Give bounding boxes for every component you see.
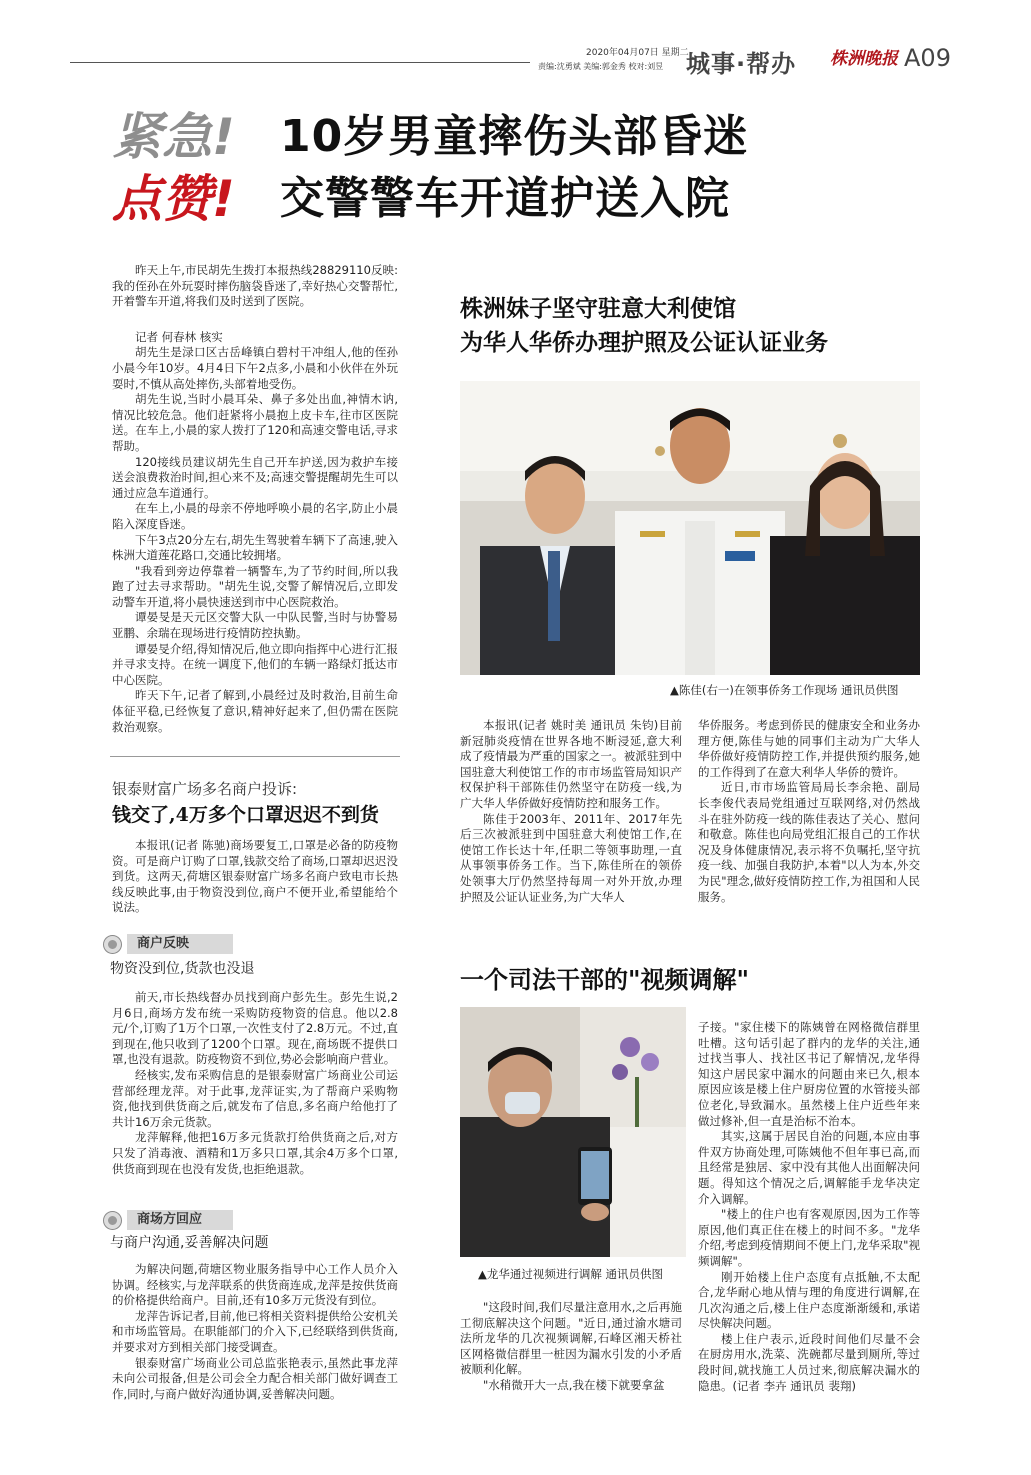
- byline: 记者 何春林 核实: [135, 329, 223, 344]
- tag-label: 商户反映: [127, 934, 233, 954]
- editor-credits: 责编:沈勇斌 美编:郭金秀 校对:刘昱: [538, 62, 664, 71]
- italy-story-title-2: 为华人华侨办理护照及公证认证业务: [460, 329, 828, 356]
- article-paragraph: 龙萍解释,他把16万多元货款打给供货商之后,对方只发了消毒液、酒精和1万多只口罩,其余4万多个口罩,供货商到现在也没有发货,也拒绝退款。: [112, 1130, 398, 1176]
- article-paragraph: 子接。"家住楼下的陈姨曾在网格微信群里吐槽。这句话引起了群内的龙华的关注,通过找当事人、找社区书记了解情况,龙华得知这户居民家中漏水的问题由来已久,根本原因应该是楼上住户厨房位置的水管接头部位老化,导致漏水。虽然楼上住户近些年来做过修补,但一直是治标不治本。: [698, 1020, 920, 1128]
- article-paragraph: 刚开始楼上住户态度有点抵触,不太配合,龙华耐心地从情与理的角度进行调解,在几次沟通之后,楼上住户态度渐渐缓和,承诺尽快解决问题。: [698, 1269, 920, 1331]
- article-paragraph: 昨天上午,市民胡先生拨打本报热线28829110反映:我的侄孙在外玩耍时摔伤脑袋昏迷了,幸好热心交警帮忙,开着警车开道,将我们及时送到了医院。: [112, 263, 398, 309]
- video-mediation-illustration: [460, 1007, 686, 1257]
- judge-story-col-2: [698, 1020, 920, 1394]
- bullet-icon: [104, 1212, 121, 1229]
- article-paragraph: 近日,市市场监管局局长李余艳、副局长李俊代表局党组通过互联网络,对仍然战斗在驻外防疫一线的陈佳表达了关心、慰问和敬意。陈佳也向局党组汇报自己的工作状况及身体健康情况,表示将不负嘱托,坚守抗疫一线、加强自我防护,本着"以人为本,外交为民"理念,做好疫情防控工作,为祖国和人民服务。: [698, 780, 920, 904]
- judge-story-col-1: [460, 1300, 682, 1394]
- article-paragraph: 本报讯(记者 陈驰)商场要复工,口罩是必备的防疫物资。可是商户订购了口罩,钱款交给了商场,口罩却迟迟没到货。这两天,荷塘区银泰财富广场多名商户致电市长热线反映此事,由于物资没到位,商户不便开业,希望能给个说法。: [112, 838, 398, 915]
- main-headline-2: 交警警车开道护送入院: [280, 173, 730, 224]
- tag-label: 商场方回应: [127, 1210, 233, 1230]
- article-paragraph: 其实,这属于居民自治的问题,本应由事件双方协商处理,可陈姨他不但年事已高,而且经常是独居、家中没有其他人出面解决问题。得知这个情况之后,调解能手龙华决定介入调解。: [698, 1129, 920, 1206]
- article-paragraph: 胡先生说,当时小晨耳朵、鼻子多处出血,神情木讷,情况比较危急。他们赶紧将小晨抱上皮卡车,往市区医院送。在车上,小晨的家人拨打了120和高速交警电话,寻求帮助。: [112, 392, 398, 453]
- urgent-label: 紧急!: [112, 108, 235, 166]
- italy-story-col-1: [460, 718, 682, 905]
- article-paragraph: 胡先生是渌口区古岳峰镇白碧村干冲组人,他的侄孙小晨今年10岁。4月4日下午2点多,小晨和小伙伴在外玩耍时,不慎从高处摔伤,头部着地受伤。: [112, 345, 398, 391]
- article-paragraph: 前天,市长热线督办员找到商户彭先生。彭先生说,2月6日,商场方发布统一采购防疫物资的信息。他以2.8元/个,订购了1万个口罩,一次性支付了2.8万元。不过,直到现在,他只收到了1200个口罩。现在,商场既不提供口罩,也没有退款。防疫物资不到位,势必会影响商户营业。: [112, 990, 398, 1067]
- article-paragraph: "我看到旁边停靠着一辆警车,为了节约时间,所以我跑了过去寻求帮助。"胡先生说,交警了解情况后,立即发动警车开道,将小晨快速送到市中心医院救治。: [112, 563, 398, 609]
- article-paragraph: "这段时间,我们尽量注意用水,之后再施工彻底解决这个问题。"近日,通过渝水塘司法所龙华的几次视频调解,石峰区湘天桥社区网格微信群里一桩因为漏水引发的小矛盾被顺利化解。: [460, 1300, 682, 1377]
- article-paragraph: 谭晏旻是天元区交警大队一中队民警,当时与协警易亚鹏、余瑞在现场进行疫情防控执勤。: [112, 610, 398, 641]
- article-paragraph: 本报讯(记者 姚时美 通讯员 朱钧)目前新冠肺炎疫情在世界各地不断浸延,意大利成了疫情最为严重的国家之一。被派驻到中国驻意大利使馆工作的市市场监管局知识产权保护科干部陈佳仍然坚守在防疫一线,为广大华人华侨做好疫情防控和服务工作。: [460, 718, 682, 810]
- praise-label: 点赞!: [112, 170, 235, 228]
- mask-story-kicker: 银泰财富广场多名商户投诉:: [112, 780, 298, 798]
- article-paragraph: 华侨服务。考虑到侨民的健康安全和业务办理方便,陈佳与她的同事们主动为广大华人华侨做好疫情防控工作,并提供预约服务,她的工作得到了在意大利华人华侨的赞许。: [698, 718, 920, 779]
- subhead-2: 与商户沟通,妥善解决问题: [110, 1235, 269, 1251]
- article-paragraph: 陈佳于2003年、2011年、2017年先后三次被派驻到中国驻意大利使馆工作,在使馆工作长达十年,任职二等领事助理,一直从事领事侨务工作。当下,陈佳所在的领侨处领事大厅仍然坚持每周一对外开放,办理护照及公证认证业务,为广大华人: [460, 811, 682, 904]
- video-mediation-photo: [460, 1007, 686, 1257]
- section-divider: [110, 756, 400, 757]
- article-paragraph: 下午3点20分左右,胡先生驾驶着车辆下了高速,驶入株洲大道莲花路口,交通比较拥堵。: [112, 532, 398, 563]
- mask-story-title: 钱交了,4万多个口罩迟迟不到货: [112, 804, 379, 826]
- embassy-photo: [460, 381, 920, 675]
- tag-mall-response: [104, 1210, 233, 1230]
- bullet-icon: [104, 936, 121, 953]
- main-story-body: [112, 263, 398, 735]
- article-paragraph: "水稍微开大一点,我在楼下就要拿盆: [483, 1377, 665, 1392]
- tag-merchant-feedback: [104, 934, 233, 954]
- issue-date: 2020年04月07日 星期二: [586, 48, 689, 58]
- article-paragraph: 昨天下午,记者了解到,小晨经过及时救治,目前生命体征平稳,已经恢复了意识,精神好起来了,但仍需在医院救治观察。: [112, 688, 398, 734]
- italy-story-title-1: 株洲妹子坚守驻意大利使馆: [460, 295, 736, 322]
- article-paragraph: 在车上,小晨的母亲不停地呼唤小晨的名字,防止小晨陷入深度昏迷。: [112, 501, 398, 531]
- header-rule: [70, 62, 530, 63]
- article-paragraph: 谭晏旻介绍,得知情况后,他立即向指挥中心进行汇报并寻求支持。在统一调度下,他们的车辆一路绿灯抵达市中心医院。: [112, 641, 398, 687]
- subhead-1: 物资没到位,货款也没退: [110, 961, 255, 977]
- newspaper-logo: 株洲晚报: [830, 49, 898, 69]
- article-paragraph: 经核实,发布采购信息的是银泰财富广场商业公司运营部经理龙萍。对于此事,龙萍证实,为了帮商户采购物资,他找到供货商之后,就发布了信息,多名商户给他打了共计16万余元货款。: [112, 1067, 398, 1129]
- mask-story-section-1: [112, 990, 398, 1177]
- article-paragraph: 楼上住户表示,近段时间他们尽量不会在厨房用水,洗菜、洗碗都尽量到厕所,等过段时间,就找施工人员过来,彻底解决漏水的隐患。(记者 李卉 通讯员 裴翔): [698, 1331, 920, 1393]
- video-photo-caption: ▲龙华通过视频进行调解 通讯员供图: [478, 1267, 663, 1281]
- article-paragraph: 120接线员建议胡先生自己开车护送,因为救护车接送会浪费救治时间,担心来不及;高速交警提醒胡先生可以通过应急车道通行。: [112, 454, 398, 500]
- article-paragraph: 银泰财富广场商业公司总监张艳表示,虽然此事龙萍未向公司报备,但是公司会全力配合相关部门做好调查工作,同时,与商户做好沟通协调,妥善解决问题。: [112, 1355, 398, 1401]
- italy-story-col-2: [698, 718, 920, 905]
- mask-story-section-2: [112, 1262, 398, 1402]
- section-title: 城事·帮办: [686, 50, 797, 78]
- article-paragraph: 龙萍告诉记者,目前,他已将相关资料提供给公安机关和市场监管局。在职能部门的介入下,已经联络到供货商,并要求对方到相关部门接受调查。: [112, 1308, 398, 1354]
- embassy-photo-illustration: [460, 381, 920, 675]
- mask-story-intro: [112, 838, 398, 916]
- article-paragraph: "楼上的住户也有客观原因,因为工作等原因,他们真正住在楼上的时间不多。"龙华介绍,考虑到疫情期间不便上门,龙华采取"视频调解"。: [698, 1207, 920, 1268]
- judge-story-title: 一个司法干部的"视频调解": [460, 965, 750, 994]
- embassy-photo-caption: ▲陈佳(右一)在领事侨务工作现场 通讯员供图: [670, 683, 899, 697]
- article-paragraph: 为解决问题,荷塘区物业服务指导中心工作人员介入协调。经核实,与龙萍联系的供货商连成,龙萍是按供货商的价格提供给商户。目前,还有10多万元货没有到位。: [112, 1262, 398, 1308]
- page-number: A09: [904, 44, 951, 72]
- main-headline-1: 10岁男童摔伤头部昏迷: [280, 111, 749, 162]
